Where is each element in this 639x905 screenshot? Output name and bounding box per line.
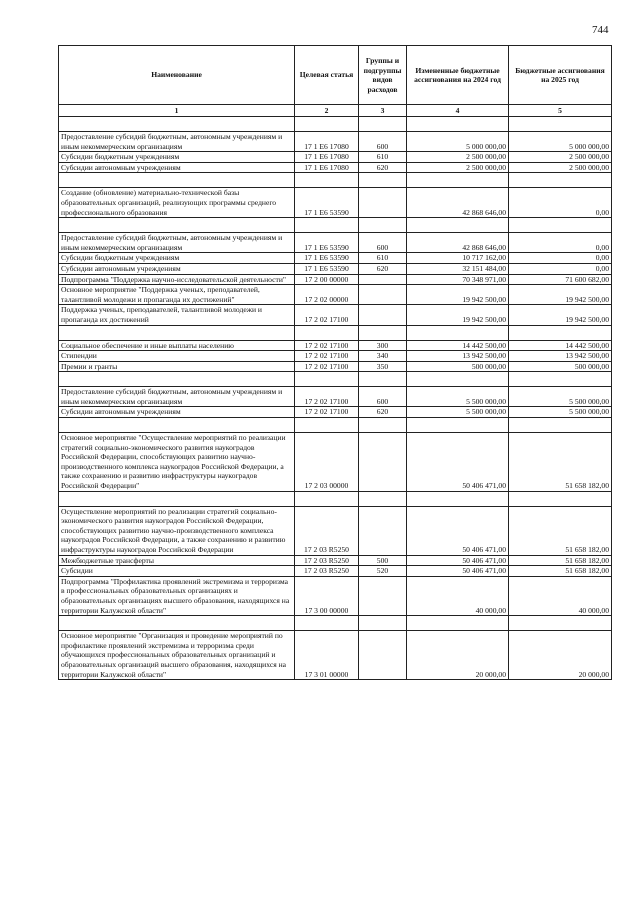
spacer-cell	[295, 491, 359, 506]
spacer-cell	[359, 616, 407, 631]
row-name: Субсидии	[59, 566, 295, 577]
row-amount-2024: 50 406 471,00	[407, 555, 509, 566]
table-row	[59, 433, 612, 492]
row-code: 17 2 03 00000	[295, 433, 359, 492]
table-row	[59, 305, 612, 325]
spacer-row	[59, 491, 612, 506]
row-amount-2025: 0,00	[509, 253, 612, 264]
row-amount-2025: 5 000 000,00	[509, 132, 612, 152]
column-number: 1	[59, 105, 295, 117]
table-row	[59, 566, 612, 577]
row-code: 17 2 03 R5250	[295, 555, 359, 566]
header-group: Группы и подгруппы видов расходов	[359, 46, 407, 105]
spacer-cell	[509, 325, 612, 340]
table-row	[59, 285, 612, 305]
spacer-cell	[59, 325, 295, 340]
row-amount-2025: 51 658 182,00	[509, 566, 612, 577]
spacer-cell	[59, 372, 295, 387]
row-amount-2025: 51 658 182,00	[509, 555, 612, 566]
spacer-cell	[509, 218, 612, 233]
spacer-cell	[295, 325, 359, 340]
row-group	[359, 631, 407, 680]
row-group	[359, 433, 407, 492]
row-code: 17 2 00 00000	[295, 274, 359, 285]
table-body	[59, 117, 612, 680]
spacer-cell	[509, 418, 612, 433]
spacer-cell	[59, 491, 295, 506]
spacer-cell	[359, 173, 407, 188]
spacer-cell	[359, 372, 407, 387]
table-row	[59, 340, 612, 351]
column-number-row	[59, 105, 612, 117]
row-group: 600	[359, 233, 407, 253]
row-code: 17 2 02 17100	[295, 407, 359, 418]
spacer-cell	[407, 325, 509, 340]
spacer-row	[59, 372, 612, 387]
row-group: 350	[359, 361, 407, 372]
row-group: 300	[359, 340, 407, 351]
row-amount-2025: 40 000,00	[509, 576, 612, 615]
row-amount-2024: 40 000,00	[407, 576, 509, 615]
row-code: 17 2 02 17100	[295, 305, 359, 325]
row-name: Субсидии автономным учреждениям	[59, 407, 295, 418]
row-group	[359, 576, 407, 615]
row-code: 17 1 E6 17080	[295, 132, 359, 152]
spacer-cell	[295, 173, 359, 188]
row-name: Субсидии бюджетным учреждениям	[59, 152, 295, 163]
spacer-cell	[295, 616, 359, 631]
spacer-cell	[59, 218, 295, 233]
spacer-row	[59, 117, 612, 132]
row-group: 520	[359, 566, 407, 577]
row-code: 17 1 E6 53590	[295, 253, 359, 264]
row-code: 17 2 03 R5250	[295, 506, 359, 555]
row-group: 340	[359, 351, 407, 362]
row-amount-2024: 20 000,00	[407, 631, 509, 680]
row-code: 17 2 03 R5250	[295, 566, 359, 577]
row-code: 17 2 02 17100	[295, 351, 359, 362]
row-group: 620	[359, 407, 407, 418]
spacer-cell	[59, 418, 295, 433]
table-row	[59, 188, 612, 218]
spacer-cell	[509, 117, 612, 132]
row-group	[359, 188, 407, 218]
spacer-cell	[359, 218, 407, 233]
row-code: 17 1 E6 17080	[295, 162, 359, 173]
table-row	[59, 361, 612, 372]
row-name: Создание (обновление) материально-технической базы образовательных организаций, реализующих программы среднего профессионального образования	[59, 188, 295, 218]
row-code: 17 2 02 17100	[295, 387, 359, 407]
row-name: Социальное обеспечение и иные выплаты населению	[59, 340, 295, 351]
row-amount-2024: 500 000,00	[407, 361, 509, 372]
row-amount-2025: 14 442 500,00	[509, 340, 612, 351]
table-row	[59, 162, 612, 173]
row-name: Премии и гранты	[59, 361, 295, 372]
row-amount-2025: 71 600 682,00	[509, 274, 612, 285]
spacer-row	[59, 218, 612, 233]
header-amount-2025: Бюджетные ассигнования на 2025 год	[509, 46, 612, 105]
row-name: Осуществление мероприятий по реализации стратегий социально-экономического развития наукоградов Российской Федерации, способствующих развитию научно-производственного комплекса наукоградов Российской Федерации, а также сохранению и развитию инфраструктуры наукоградов Российской Федерации	[59, 506, 295, 555]
row-group: 620	[359, 263, 407, 274]
row-amount-2025: 500 000,00	[509, 361, 612, 372]
row-amount-2024: 42 868 646,00	[407, 233, 509, 253]
row-name: Основное мероприятие "Осуществление мероприятий по реализации стратегий социально-экономического развития наукоградов Российской Федерации, способствующих развитию научно-производственного комплекса наукоградов Российской Федерации, а также сохранению и развитию инфраструктуры наукоградов Российской Федерации"	[59, 433, 295, 492]
row-amount-2025: 2 500 000,00	[509, 152, 612, 163]
table-row	[59, 274, 612, 285]
row-code: 17 3 00 00000	[295, 576, 359, 615]
spacer-row	[59, 325, 612, 340]
row-name: Предоставление субсидий бюджетным, автономным учреждениям и иным некоммерческим организациям	[59, 233, 295, 253]
table-row	[59, 253, 612, 264]
row-group: 600	[359, 132, 407, 152]
column-number: 3	[359, 105, 407, 117]
spacer-cell	[59, 616, 295, 631]
row-code: 17 2 02 17100	[295, 361, 359, 372]
row-amount-2024: 19 942 500,00	[407, 285, 509, 305]
row-code: 17 2 02 17100	[295, 340, 359, 351]
row-amount-2025: 0,00	[509, 188, 612, 218]
spacer-row	[59, 173, 612, 188]
row-group	[359, 305, 407, 325]
row-amount-2024: 19 942 500,00	[407, 305, 509, 325]
row-amount-2024: 5 500 000,00	[407, 407, 509, 418]
row-name: Субсидии бюджетным учреждениям	[59, 253, 295, 264]
spacer-cell	[407, 218, 509, 233]
column-number: 2	[295, 105, 359, 117]
spacer-row	[59, 418, 612, 433]
row-name: Предоставление субсидий бюджетным, автономным учреждениям и иным некоммерческим организациям	[59, 387, 295, 407]
row-name: Предоставление субсидий бюджетным, автономным учреждениям и иным некоммерческим организациям	[59, 132, 295, 152]
row-amount-2025: 51 658 182,00	[509, 506, 612, 555]
row-amount-2025: 19 942 500,00	[509, 285, 612, 305]
spacer-cell	[407, 173, 509, 188]
row-amount-2025: 51 658 182,00	[509, 433, 612, 492]
row-amount-2024: 70 348 971,00	[407, 274, 509, 285]
column-number: 4	[407, 105, 509, 117]
spacer-cell	[295, 372, 359, 387]
row-amount-2025: 0,00	[509, 263, 612, 274]
table-row	[59, 555, 612, 566]
table-row	[59, 387, 612, 407]
row-amount-2024: 14 442 500,00	[407, 340, 509, 351]
column-number: 5	[509, 105, 612, 117]
table-row	[59, 631, 612, 680]
row-name: Субсидии автономным учреждениям	[59, 263, 295, 274]
table-row	[59, 576, 612, 615]
row-name: Подпрограмма "Поддержка научно-исследовательской деятельности"	[59, 274, 295, 285]
table-row	[59, 132, 612, 152]
spacer-cell	[407, 491, 509, 506]
row-group: 610	[359, 253, 407, 264]
row-name: Субсидии автономным учреждениям	[59, 162, 295, 173]
row-name: Основное мероприятие "Организация и проведение мероприятий по профилактике проявлений экстремизма и терроризма среди обучающихся профессиональных образовательных организаций и образовательных организаций высшего образования, находящихся на территории Калужской области"	[59, 631, 295, 680]
row-group: 500	[359, 555, 407, 566]
row-amount-2024: 5 000 000,00	[407, 132, 509, 152]
spacer-cell	[509, 372, 612, 387]
row-amount-2024: 50 406 471,00	[407, 566, 509, 577]
spacer-row	[59, 616, 612, 631]
row-name: Подпрограмма "Профилактика проявлений экстремизма и терроризма в профессиональных образовательных организациях и образовательных организациях высшего образования, находящихся на территории Калужской области"	[59, 576, 295, 615]
row-amount-2025: 19 942 500,00	[509, 305, 612, 325]
spacer-cell	[359, 491, 407, 506]
table-row	[59, 407, 612, 418]
header-row	[59, 46, 612, 105]
row-amount-2024: 50 406 471,00	[407, 433, 509, 492]
row-name: Поддержка ученых, преподавателей, талантливой молодежи и пропаганда их достижений	[59, 305, 295, 325]
spacer-cell	[407, 372, 509, 387]
row-name: Стипендии	[59, 351, 295, 362]
spacer-cell	[407, 117, 509, 132]
budget-table	[58, 45, 612, 680]
spacer-cell	[359, 325, 407, 340]
header-code: Целевая статья	[295, 46, 359, 105]
row-code: 17 2 02 00000	[295, 285, 359, 305]
page-number: 744	[592, 24, 609, 36]
spacer-cell	[295, 418, 359, 433]
spacer-cell	[509, 173, 612, 188]
header-name: Наименование	[59, 46, 295, 105]
spacer-cell	[295, 218, 359, 233]
spacer-cell	[509, 616, 612, 631]
row-amount-2025: 5 500 000,00	[509, 407, 612, 418]
row-code: 17 1 E6 17080	[295, 152, 359, 163]
table-row	[59, 233, 612, 253]
spacer-cell	[59, 173, 295, 188]
table-row	[59, 152, 612, 163]
spacer-cell	[59, 117, 295, 132]
row-group: 620	[359, 162, 407, 173]
spacer-cell	[407, 616, 509, 631]
row-amount-2025: 20 000,00	[509, 631, 612, 680]
row-code: 17 1 E6 53590	[295, 233, 359, 253]
row-amount-2024: 42 868 646,00	[407, 188, 509, 218]
row-name: Межбюджетные трансферты	[59, 555, 295, 566]
spacer-cell	[359, 418, 407, 433]
row-group: 610	[359, 152, 407, 163]
row-amount-2025: 0,00	[509, 233, 612, 253]
row-amount-2024: 2 500 000,00	[407, 152, 509, 163]
table-row	[59, 263, 612, 274]
row-amount-2024: 5 500 000,00	[407, 387, 509, 407]
row-amount-2025: 2 500 000,00	[509, 162, 612, 173]
row-code: 17 3 01 00000	[295, 631, 359, 680]
table-row	[59, 506, 612, 555]
row-group	[359, 506, 407, 555]
spacer-cell	[509, 491, 612, 506]
row-amount-2024: 13 942 500,00	[407, 351, 509, 362]
row-name: Основное мероприятие "Поддержка ученых, преподавателей, талантливой молодежи и пропаганда их достижений"	[59, 285, 295, 305]
row-group: 600	[359, 387, 407, 407]
table-row	[59, 351, 612, 362]
spacer-cell	[359, 117, 407, 132]
row-code: 17 1 E6 53590	[295, 263, 359, 274]
row-amount-2024: 50 406 471,00	[407, 506, 509, 555]
row-amount-2025: 5 500 000,00	[509, 387, 612, 407]
row-code: 17 1 E6 53590	[295, 188, 359, 218]
row-amount-2024: 10 717 162,00	[407, 253, 509, 264]
row-amount-2025: 13 942 500,00	[509, 351, 612, 362]
spacer-cell	[295, 117, 359, 132]
row-group	[359, 285, 407, 305]
row-amount-2024: 32 151 484,00	[407, 263, 509, 274]
header-amount-2024: Измененные бюджетные ассигнования на 2024 год	[407, 46, 509, 105]
row-group	[359, 274, 407, 285]
row-amount-2024: 2 500 000,00	[407, 162, 509, 173]
spacer-cell	[407, 418, 509, 433]
